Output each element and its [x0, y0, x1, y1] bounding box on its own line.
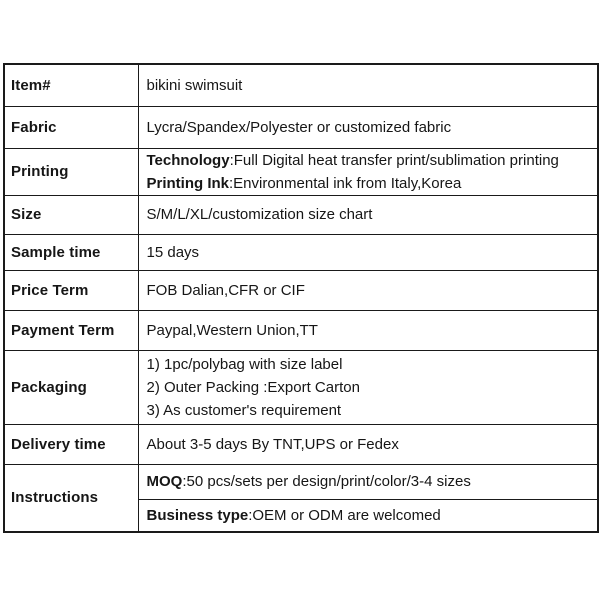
table-row-sample-time [4, 234, 598, 270]
row-label-instructions: Instructions [4, 464, 138, 532]
row-value-instructions-moq [138, 464, 598, 499]
row-label-item: Item# [4, 64, 138, 106]
product-spec-table [3, 63, 599, 533]
table-row-size [4, 195, 598, 234]
packaging-line-1: 1) 1pc/polybag with size label [146, 355, 343, 373]
printing-technology-text: :Full Digital heat transfer print/sublimation printing [229, 151, 559, 169]
business-type-term: Business type [146, 506, 249, 524]
printing-technology-term: Technology [146, 151, 230, 169]
row-value-packaging [138, 350, 598, 424]
row-value-item: bikini swimsuit [138, 64, 598, 106]
row-value-instructions-business-type [138, 499, 598, 532]
row-value-price-term: FOB Dalian,CFR or CIF [138, 270, 598, 310]
row-label-printing: Printing [4, 148, 138, 195]
packaging-line-3: 3) As customer's requirement [146, 401, 342, 419]
table-row-item [4, 64, 598, 106]
printing-technology-line [147, 149, 598, 172]
table-row-packaging [4, 350, 598, 424]
row-label-packaging: Packaging [4, 350, 138, 424]
row-label-delivery-time: Delivery time [4, 424, 138, 464]
moq-text: :50 pcs/sets per design/print/color/3-4 sizes [182, 473, 471, 490]
row-value-sample-time: 15 days [138, 234, 598, 270]
row-label-price-term: Price Term [4, 270, 138, 310]
moq-term: MOQ [146, 473, 183, 490]
printing-ink-line [147, 172, 598, 195]
table-row-delivery-time [4, 424, 598, 464]
printing-ink-text: :Environmental ink from Italy,Korea [229, 174, 462, 192]
row-value-size: S/M/L/XL/customization size chart [138, 195, 598, 234]
row-value-fabric: Lycra/Spandex/Polyester or customized fabric [138, 106, 598, 148]
table-row-instructions-moq [4, 464, 598, 499]
table-row-fabric [4, 106, 598, 148]
row-value-payment-term: Paypal,Western Union,TT [138, 310, 598, 350]
table-row-printing [4, 148, 598, 195]
packaging-line-2: 2) Outer Packing :Export Carton [146, 378, 360, 396]
row-value-delivery-time: About 3-5 days By TNT,UPS or Fedex [138, 424, 598, 464]
table-row-price-term [4, 270, 598, 310]
row-label-payment-term: Payment Term [4, 310, 138, 350]
row-label-sample-time: Sample time [4, 234, 138, 270]
row-label-fabric: Fabric [4, 106, 138, 148]
business-type-text: :OEM or ODM are welcomed [248, 506, 441, 524]
table-row-payment-term [4, 310, 598, 350]
printing-ink-term: Printing Ink [146, 174, 229, 192]
row-label-size: Size [4, 195, 138, 234]
row-value-printing [138, 148, 598, 195]
